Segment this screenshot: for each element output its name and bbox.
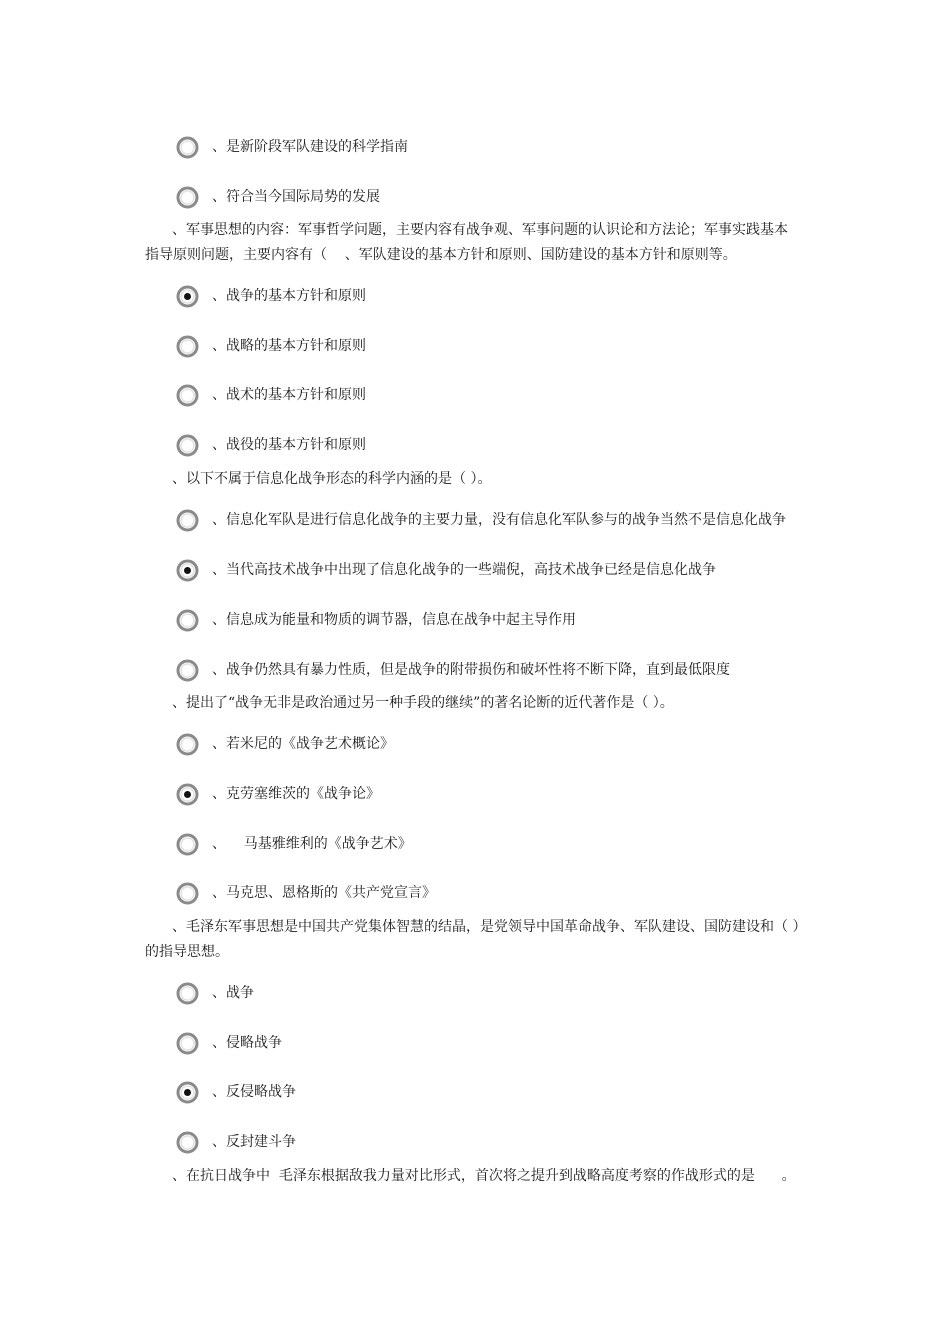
option-row[interactable] [0, 433, 950, 457]
question-text: 、提出了“战争无非是政治通过另一种手段的继续”的著名论断的近代著作是（ ）。 [172, 695, 674, 711]
option-row[interactable] [0, 1080, 950, 1104]
option-row[interactable] [0, 658, 950, 682]
option-row[interactable] [0, 334, 950, 358]
option-label: 、侵略战争 [212, 1035, 282, 1051]
question-text: 、毛泽东军事思想是中国共产党集体智慧的结晶，是党领导中国革命战争、军队建设、国防建设和（ ） [172, 919, 807, 935]
option-row[interactable] [0, 1130, 950, 1154]
option-label: 、信息化军队是进行信息化战争的主要力量，没有信息化军队参与的战争当然不是信息化战争 [212, 512, 786, 528]
option-row[interactable] [0, 185, 950, 209]
radio-button-icon[interactable] [175, 1130, 200, 1155]
radio-button-icon[interactable] [175, 881, 200, 906]
option-label: 、战争仍然具有暴力性质，但是战争的附带损伤和破坏性将不断下降，直到最低限度 [212, 662, 730, 678]
radio-button-icon[interactable] [175, 832, 200, 857]
option-row[interactable] [0, 508, 950, 532]
radio-button-icon[interactable] [175, 732, 200, 757]
radio-button-icon[interactable] [175, 658, 200, 683]
option-label: 、是新阶段军队建设的科学指南 [212, 139, 408, 155]
option-row[interactable] [0, 832, 950, 856]
radio-button-icon[interactable] [175, 981, 200, 1006]
radio-button-icon[interactable] [175, 433, 200, 458]
radio-button-icon[interactable] [175, 608, 200, 633]
radio-button-icon[interactable] [175, 135, 200, 160]
radio-button-icon[interactable] [175, 508, 200, 533]
radio-button-icon[interactable] [175, 334, 200, 359]
option-row[interactable] [0, 981, 950, 1005]
option-row[interactable] [0, 135, 950, 159]
option-row[interactable] [0, 732, 950, 756]
question-text: 、在抗日战争中 毛泽东根据敌我力量对比形式，首次将之提升到战略高度考察的作战形式的是 。 [172, 1168, 796, 1184]
option-label: 、战争 [212, 985, 254, 1001]
radio-button-icon[interactable] [175, 1031, 200, 1056]
option-label: 、战争的基本方针和原则 [212, 288, 366, 304]
radio-button-selected-icon[interactable] [175, 558, 200, 583]
question-text: 的指导思想。 [145, 944, 229, 960]
option-row[interactable] [0, 558, 950, 582]
radio-button-selected-icon[interactable] [175, 284, 200, 309]
radio-button-icon[interactable] [175, 185, 200, 210]
option-row[interactable] [0, 782, 950, 806]
option-label: 、当代高技术战争中出现了信息化战争的一些端倪，高技术战争已经是信息化战争 [212, 562, 716, 578]
radio-button-icon[interactable] [175, 383, 200, 408]
option-label: 、符合当今国际局势的发展 [212, 189, 380, 205]
option-label: 、克劳塞维茨的《战争论》 [212, 786, 380, 802]
option-label: 、战术的基本方针和原则 [212, 387, 366, 403]
option-label: 、战役的基本方针和原则 [212, 437, 366, 453]
option-row[interactable] [0, 1031, 950, 1055]
option-label: 、若米尼的《战争艺术概论》 [212, 736, 394, 752]
radio-button-selected-icon[interactable] [175, 1080, 200, 1105]
option-row[interactable] [0, 881, 950, 905]
option-row[interactable] [0, 284, 950, 308]
option-row[interactable] [0, 383, 950, 407]
radio-button-selected-icon[interactable] [175, 782, 200, 807]
option-label: 、信息成为能量和物质的调节器，信息在战争中起主导作用 [212, 612, 576, 628]
question-text: 指导原则问题，主要内容有（ 、军队建设的基本方针和原则、国防建设的基本方针和原则等。 [145, 247, 737, 263]
option-row[interactable] [0, 608, 950, 632]
option-label: 、反侵略战争 [212, 1084, 296, 1100]
question-text: 、军事思想的内容：军事哲学问题，主要内容有战争观、军事问题的认识论和方法论；军事实践基本 [172, 222, 788, 238]
option-label: 、马克思、恩格斯的《共产党宣言》 [212, 885, 436, 901]
option-label: 、反封建斗争 [212, 1134, 296, 1150]
option-label: 、 马基雅维利的《战争艺术》 [212, 836, 412, 852]
question-text: 、以下不属于信息化战争形态的科学内涵的是（ ）。 [172, 471, 492, 487]
option-label: 、战略的基本方针和原则 [212, 338, 366, 354]
